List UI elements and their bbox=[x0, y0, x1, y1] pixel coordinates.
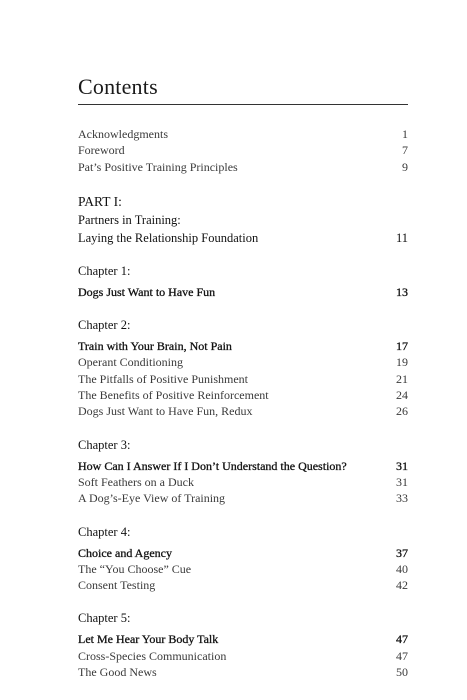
part-page: 11 bbox=[395, 230, 408, 245]
chapter-title-row bbox=[78, 458, 408, 474]
toc-entry bbox=[78, 354, 408, 370]
chapter-title-row bbox=[78, 631, 408, 647]
page-title: Contents bbox=[78, 74, 158, 99]
toc-entry bbox=[78, 387, 408, 403]
part-label: PART I: bbox=[78, 193, 122, 209]
chapter-page: 31 bbox=[396, 458, 408, 473]
chapter-label: Chapter 1: bbox=[78, 263, 131, 278]
entry-label: Consent Testing bbox=[78, 578, 156, 593]
toc-entry bbox=[78, 474, 408, 490]
chapter-title: Train with Your Brain, Not Pain bbox=[78, 339, 232, 354]
entry-page: 7 bbox=[402, 143, 408, 158]
entry-page: 21 bbox=[396, 371, 408, 386]
entry-label: Pat’s Positive Training Principles bbox=[78, 159, 238, 174]
chapter-title-row bbox=[78, 338, 408, 354]
chapter-block bbox=[78, 263, 408, 300]
entry-page: 24 bbox=[396, 388, 408, 403]
chapter-label: Chapter 4: bbox=[78, 524, 131, 539]
front-matter-list bbox=[78, 126, 408, 175]
chapter-label: Chapter 5: bbox=[78, 611, 131, 626]
chapter-title: How Can I Answer If I Don’t Understand the Question? bbox=[78, 458, 347, 473]
entry-label: Dogs Just Want to Have Fun, Redux bbox=[78, 404, 253, 419]
toc-entry bbox=[78, 142, 408, 158]
chapter-page: 47 bbox=[396, 632, 408, 647]
toc-page bbox=[78, 74, 408, 680]
entry-page: 9 bbox=[402, 159, 408, 174]
chapter-page: 37 bbox=[396, 545, 408, 560]
entry-page: 47 bbox=[396, 648, 408, 663]
entry-page: 1 bbox=[402, 127, 408, 141]
title-rule bbox=[78, 104, 408, 105]
entry-label: The Pitfalls of Positive Punishment bbox=[78, 371, 248, 386]
entry-page: 42 bbox=[396, 578, 408, 593]
toc-entry bbox=[78, 561, 408, 577]
entry-label: Operant Conditioning bbox=[78, 355, 183, 370]
entry-page: 26 bbox=[396, 404, 408, 419]
toc-entry bbox=[78, 403, 408, 419]
chapter-label: Chapter 3: bbox=[78, 437, 131, 452]
entry-page: 31 bbox=[396, 474, 408, 489]
chapter-title-row bbox=[78, 284, 408, 300]
entry-page: 33 bbox=[396, 491, 408, 506]
chapter-title: Let Me Hear Your Body Talk bbox=[78, 632, 219, 647]
entry-label: The Benefits of Positive Reinforcement bbox=[78, 388, 269, 403]
entry-label: Cross-Species Communication bbox=[78, 648, 227, 663]
toc-entry bbox=[78, 648, 408, 664]
chapter-title: Choice and Agency bbox=[78, 545, 172, 560]
chapter-label: Chapter 2: bbox=[78, 318, 131, 333]
toc-entry bbox=[78, 577, 408, 593]
entry-label: Foreword bbox=[78, 143, 125, 158]
toc-entry bbox=[78, 490, 408, 506]
chapter-title: Dogs Just Want to Have Fun bbox=[78, 284, 216, 299]
entry-page: 40 bbox=[396, 561, 408, 576]
toc-entry bbox=[78, 126, 408, 142]
toc-entry bbox=[78, 159, 408, 175]
part-title-row bbox=[78, 229, 408, 247]
part-block bbox=[78, 193, 408, 247]
entry-label: The Good News bbox=[78, 665, 157, 680]
entry-label: A Dog’s-Eye View of Training bbox=[78, 491, 226, 506]
chapter-block bbox=[78, 524, 408, 594]
chapter-title-row bbox=[78, 545, 408, 561]
toc-entry bbox=[78, 371, 408, 387]
entry-page: 50 bbox=[396, 665, 408, 680]
chapter-block bbox=[78, 437, 408, 507]
chapter-block bbox=[78, 317, 408, 419]
entry-label: Soft Feathers on a Duck bbox=[78, 474, 194, 489]
entry-page: 19 bbox=[396, 355, 408, 370]
chapter-page: 13 bbox=[396, 284, 408, 299]
chapter-page: 17 bbox=[396, 339, 408, 354]
chapter-block bbox=[78, 610, 408, 680]
part-title-line: Partners in Training: bbox=[78, 212, 181, 227]
toc-entry bbox=[78, 664, 408, 680]
entry-label: The “You Choose” Cue bbox=[78, 561, 192, 576]
part-title-line: Laying the Relationship Foundation bbox=[78, 230, 259, 245]
toc-body bbox=[78, 126, 408, 680]
entry-label: Acknowledgments bbox=[78, 127, 168, 141]
